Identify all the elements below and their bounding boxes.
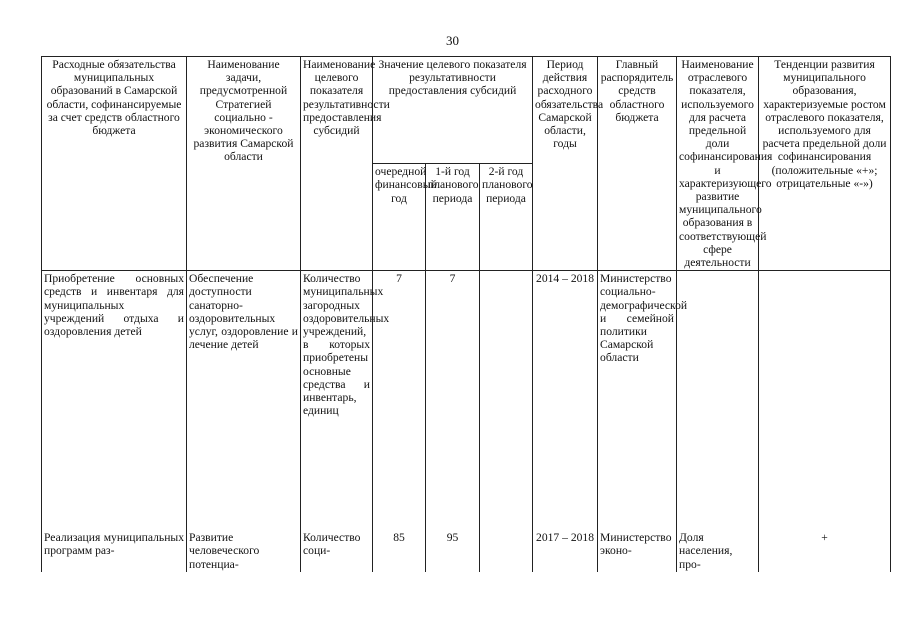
subsidy-table (41, 56, 891, 572)
cell-sector-indicator: Доля населения, про- (677, 521, 759, 572)
cell-obligation: Реализация муниципальных программ раз- (42, 521, 187, 572)
cell-plan1: 95 (426, 521, 480, 572)
header-plan-year-1: 1-й год планового периода (426, 164, 480, 271)
cell-manager: Министерство социально-демографической и семейной политики Самарской области (598, 271, 677, 522)
cell-task: Развитие человеческого потенциа- (187, 521, 301, 572)
cell-sector-indicator (677, 271, 759, 522)
cell-period: 2017 – 2018 (533, 521, 598, 572)
cell-task: Обеспечение доступности санаторно-оздоровительных услуг, оздоровление и лечение детей (187, 271, 301, 522)
page-number: 30 (446, 33, 459, 48)
header-period: Период действия расходного обязательства Самарской области, годы (533, 57, 598, 271)
cell-obligation: Приобретение основных средств и инвентаря для муниципальных учреждений отдыха и оздоровления детей (42, 271, 187, 522)
cell-indicator: Количество соци- (301, 521, 373, 572)
header-obligation: Расходные обязательства муниципальных образований в Самарской области, софинансируемые за счет средств областного бюджета (42, 57, 187, 271)
header-task: Наименование задачи, предусмотренной Стратегией социально - экономического развития Самарской области (187, 57, 301, 271)
cell-plan2 (480, 521, 533, 572)
header-indicator-values: Значение целевого показателя результативности предоставления субсидий (373, 57, 533, 164)
cell-plan1: 7 (426, 271, 480, 522)
header-row (42, 57, 891, 164)
table-row (42, 521, 891, 572)
header-manager: Главный распорядитель средств областного бюджета (598, 57, 677, 271)
cell-period: 2014 – 2018 (533, 271, 598, 522)
cell-trend (759, 271, 891, 522)
cell-plan2 (480, 271, 533, 522)
cell-trend: + (759, 521, 891, 572)
cell-current: 7 (373, 271, 426, 522)
header-indicator: Наименование целевого показателя результативности предоставления субсидий (301, 57, 373, 271)
header-trend: Тенденции развития муниципального образования, характеризуемые ростом отраслевого показателя, используемого для расчета предельной доли софинансирования (положительные «+»; отрицательные «-») (759, 57, 891, 271)
header-current-year: очередной финансовый год (373, 164, 426, 271)
header-sector-indicator: Наименование отраслевого показателя, используемого для расчета предельной доли софинансирования и характеризующего развитие муниципального образования в соответствующей сфере деятельности (677, 57, 759, 271)
cell-current: 85 (373, 521, 426, 572)
cell-indicator: Количество муниципальных загородных оздоровительных учреждений, в которых приобретены основные средства и инвентарь, единиц (301, 271, 373, 522)
header-plan-year-2: 2-й год планового периода (480, 164, 533, 271)
table-row (42, 271, 891, 522)
cell-manager: Министерство эконо- (598, 521, 677, 572)
